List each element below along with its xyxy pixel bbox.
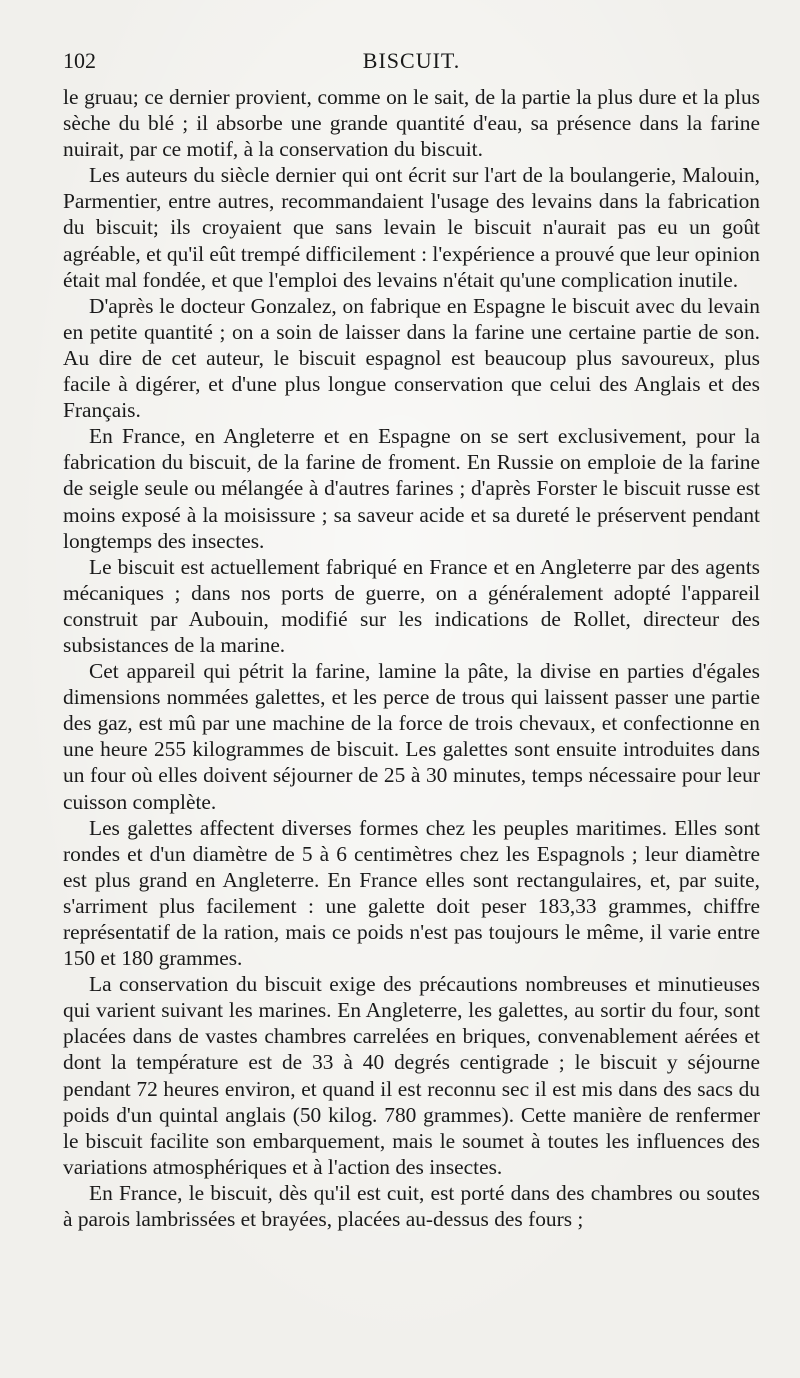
paragraph-3: D'après le docteur Gonzalez, on fabrique en Espagne le biscuit avec du levain en petite quantité ; on a soin de laisser dans la farine une certaine partie de son. Au dire de cet auteur, le biscuit espagnol est beaucoup plus savoureux, plus facile à digérer, et d'une plus longue conservation que celui des Anglais et des Français. xyxy=(63,293,760,423)
body-text xyxy=(63,84,760,1232)
paragraph-4: En France, en Angleterre et en Espagne on se sert exclusivement, pour la fabrication du biscuit, de la farine de froment. En Russie on emploie de la farine de seigle seule ou mélangée à d'autres farines ; d'après Forster le biscuit russe est moins exposé à la moisissure ; sa saveur acide et sa dureté le préservent pendant longtemps des insectes. xyxy=(63,424,760,553)
paragraph-6: Cet appareil qui pétrit la farine, lamine la pâte, la divise en parties d'égales dimensions nommées galettes, et les perce de trous qui laissent passer une partie des gaz, est mû par une machine de la force de trois chevaux, et confectionne en une heure 255 kilogrammes de biscuit. Les galettes sont ensuite introduites dans un four où elles doivent séjourner de 25 à 30 minutes, temps nécessaire pour leur cuisson complète. xyxy=(63,659,760,814)
paragraph-9: En France, le biscuit, dès qu'il est cuit, est porté dans des chambres ou soutes à parois lambrissées et brayées, placées au-dessus des fours ; xyxy=(63,1180,760,1232)
running-title: BISCUIT. xyxy=(362,48,461,73)
page-number: 102 xyxy=(63,48,96,73)
paragraph-8: La conservation du biscuit exige des précautions nombreuses et minutieuses qui varient suivant les marines. En Angleterre, les galettes, au sortir du four, sont placées dans de vastes chambres carrelées en briques, convenablement aérées et dont la température est de 33 à 40 degrés centigrade ; le biscuit y séjourne pendant 72 heures environ, et quand il est reconnu sec il est mis dans des sacs du poids d'un quintal anglais (50 kilog. 780 grammes). Cette manière de renfermer le biscuit facilite son embarquement, mais le soumet à toutes les influences des variations atmosphériques et à l'action des insectes. xyxy=(63,972,760,1179)
paragraph-7: Les galettes affectent diverses formes chez les peuples maritimes. Elles sont rondes et d'un diamètre de 5 à 6 centimètres chez les Espagnols ; leur diamètre est plus grand en Angleterre. En France elles sont rectangulaires, et, par suite, s'arriment plus facilement : une galette doit peser 183,33 grammes, chiffre représentatif de la ration, mais ce poids n'est pas toujours le même, il varie entre 150 et 180 grammes. xyxy=(63,815,760,971)
page-header xyxy=(63,46,760,76)
paragraph-5: Le biscuit est actuellement fabriqué en France et en Angleterre par des agents mécaniques ; dans nos ports de guerre, on a généralement adopté l'appareil construit par Aubouin, modifié sur les indications de Rollet, directeur des subsistances de la marine. xyxy=(63,554,760,657)
paragraph-1: le gruau; ce dernier provient, comme on le sait, de la partie la plus dure et la plus sèche du blé ; il absorbe une grande quantité d'eau, sa présence dans la farine nuirait, par ce motif, à la conservation du biscuit. xyxy=(63,85,760,162)
paragraph-2: Les auteurs du siècle dernier qui ont écrit sur l'art de la boulangerie, Malouin, Parmentier, entre autres, recommandaient l'usage des levains dans la fabrication du biscuit; ils croyaient que sans levain le biscuit n'aurait pas eu un goût agréable, et qu'il eût trempé difficilement : l'expérience a prouvé que leur opinion était mal fondée, et que l'emploi des levains n'était qu'une complication inutile. xyxy=(63,163,760,292)
